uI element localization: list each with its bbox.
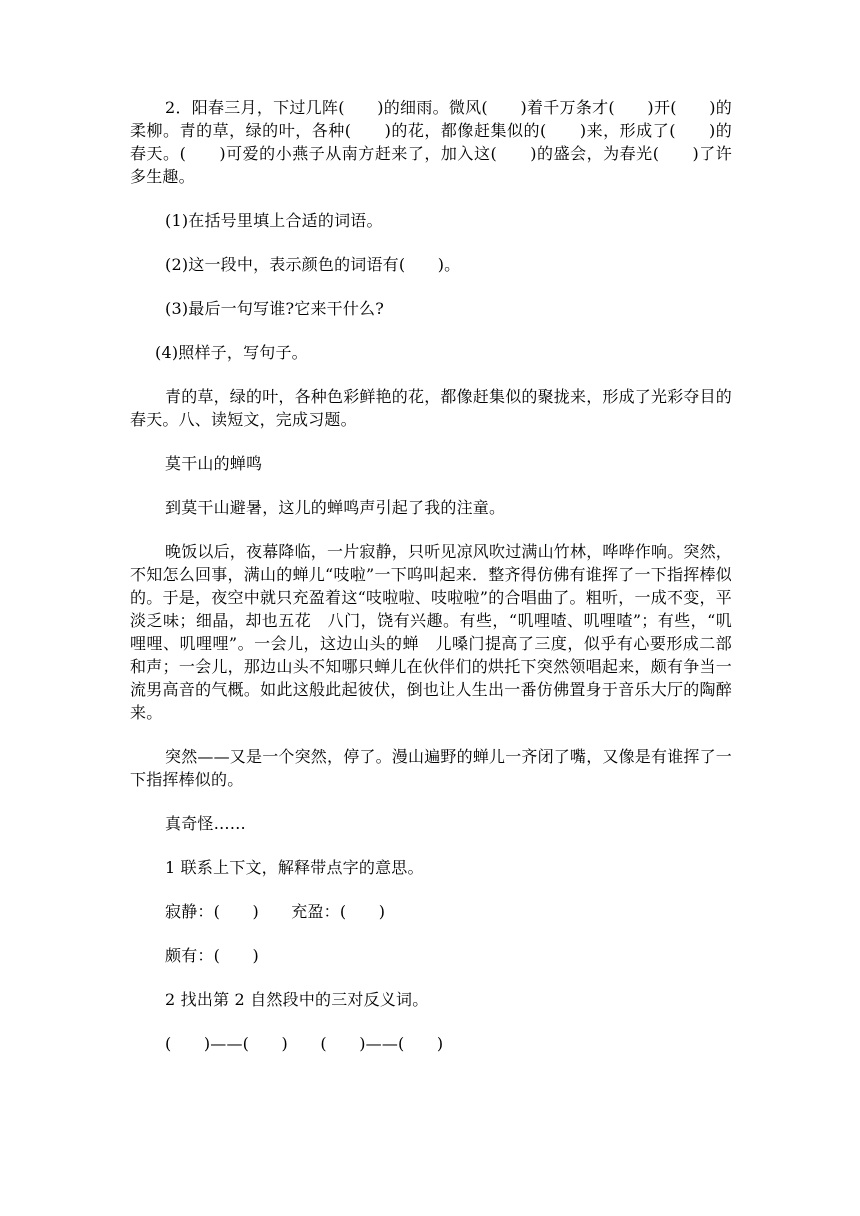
- exercise-2-answers: ( )——( ) ( )——( ): [165, 1034, 444, 1053]
- example-sentence: 青的草，绿的叶，各种色彩鲜艳的花，都像赶集似的聚拢来，形成了光彩夺目的春天。八、读短文，完成习题。: [130, 387, 733, 429]
- article-paragraph-2: 晚饭以后，夜幕降临，一片寂静，只听见凉风吹过满山竹林，哗哗作响。突然，不知怎么回事，满山的蝉儿“吱啦”一下呜叫起来．整齐得仿佛有谁挥了一下指挥棒似的。于是，夜空中就只充盈着这“吱啦啦、吱啦啦”的合唱曲了。粗听，一成不变，平淡乏味；细晶，却也五花 八门，饶有兴趣。有些，“叽哩喳、叽哩喳”；有些，“叽哩哩、叽哩哩”。一会儿，这边山头的蝉 儿嗓门提高了三度，似乎有心要形成二部和声；一会儿，那边山头不知哪只蝉儿在伙伴们的烘托下突然领唱起来，颇有争当一流男高音的气概。如此这般此起彼伏，倒也让人生出一番仿佛置身于音乐大厅的陶醉来。: [130, 542, 733, 722]
- document-page: [130, 96, 732, 1076]
- article-paragraph-1: 到莫干山避暑，这儿的蝉鸣声引起了我的注童。: [165, 498, 506, 517]
- exercise-1-answers-b: 颇有：( ): [165, 946, 259, 965]
- article-paragraph-4: 真奇怪……: [165, 814, 247, 833]
- question-3: (3)最后一句写谁?它来干什么?: [165, 299, 385, 318]
- exercise-1: 1 联系上下文，解释带点字的意思。: [165, 858, 424, 877]
- article-paragraph-3: 突然——又是一个突然，停了。漫山遍野的蝉儿一齐闭了嘴，又像是有谁挥了一下指挥棒似的。: [130, 747, 733, 789]
- question-4: (4)照样子，写句子。: [155, 343, 308, 362]
- passage-spring: 2．阳春三月，下过几阵( )的细雨。微风( )着千万条才( )开( )的柔柳。青的草，绿的叶，各种( )的花，都像赶集似的( )来，形成了( )的春天。( )可爱的小燕子从南方赶来了，加入这( )的盛会，为春光( )了许多生趣。: [130, 98, 732, 186]
- exercise-1-answers-a: 寂静：( ) 充盈：( ): [165, 902, 386, 921]
- article-title: 莫干山的蝉鸣: [165, 454, 263, 473]
- question-2: (2)这一段中，表示颜色的词语有( )。: [165, 255, 461, 274]
- question-1: (1)在括号里填上合适的词语。: [165, 211, 383, 230]
- exercise-2: 2 找出第 2 自然段中的三对反义词。: [165, 990, 429, 1009]
